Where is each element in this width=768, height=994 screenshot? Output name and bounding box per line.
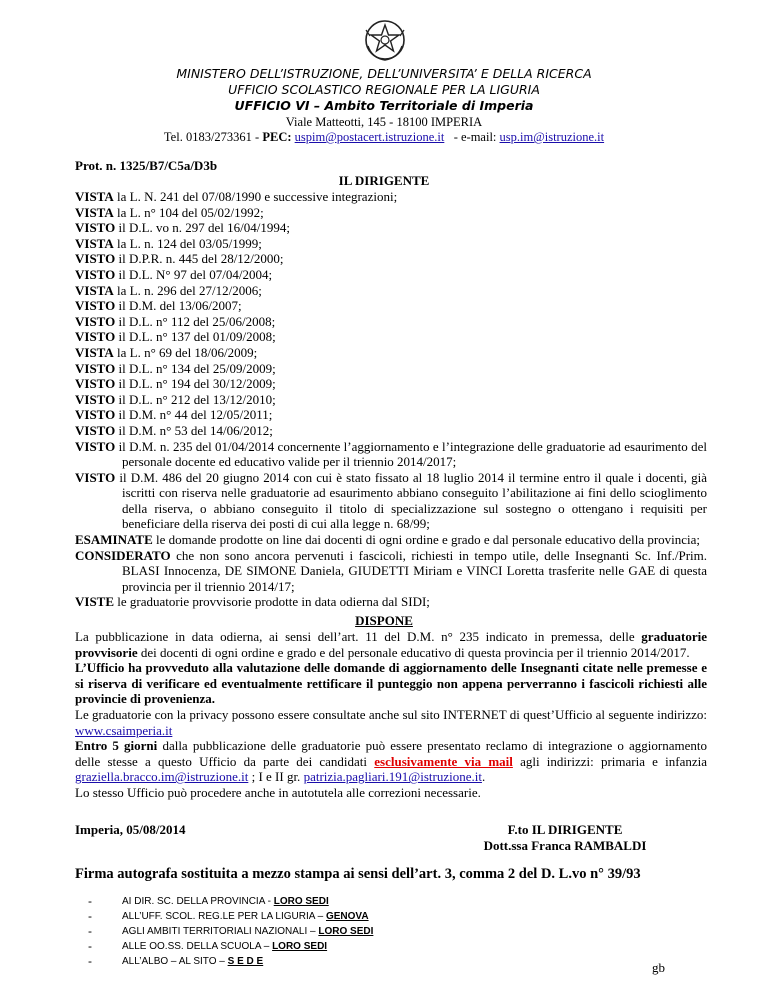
premise-verb: VISTO	[75, 298, 116, 314]
premise-verb: VISTO	[75, 266, 116, 282]
premises-list	[75, 189, 707, 610]
premise-verb: VISTO	[75, 313, 116, 329]
premise-text: il D.L. n° 212 del 13/12/2010;	[118, 391, 276, 407]
distribution-destination: LORO SEDI	[318, 926, 374, 937]
premise-text: il D.M. 486 del 20 giugno 2014 con cui è stato fissato al 18 luglio 2014 il termine entro il quale i docenti, già iscritti con riserva nelle graduatorie ad esaurimento abbiano conseguito l’abilitazione ai fini dello scioglimento della riserva, o abbiano conseguito il titolo di specializzazione sul sostegno o ottengano i requisiti per beneficiare della riserva dei posti di cui alla legge n. 68/99;	[119, 469, 707, 532]
premise-text: il D.L. N° 97 del 07/04/2004;	[118, 266, 273, 282]
premise-text: le graduatorie provvisorie prodotte in data odierna dal SIDI;	[117, 594, 430, 610]
dash-bullet: -	[88, 894, 92, 908]
premise-text: il D.L. n° 194 del 30/12/2009;	[118, 376, 276, 392]
premise-verb: VISTA	[75, 189, 114, 204]
premise-item	[75, 298, 707, 314]
dispone-paragraph-5: Lo stesso Ufficio può procedere anche in autotutela alle correzioni necessarie.	[75, 784, 481, 800]
premise-text: il D.M. n° 44 del 12/05/2011;	[118, 407, 273, 423]
mail-only-notice: esclusivamente via mail	[374, 753, 513, 769]
premise-verb: VISTO	[75, 422, 116, 438]
premise-verb: VISTO	[75, 407, 116, 423]
premise-verb: VISTA	[75, 282, 114, 298]
email-label: - e-mail:	[453, 130, 497, 144]
premise-verb: VISTO	[75, 360, 116, 376]
dispone-paragraph-1: La pubblicazione in data odierna, ai sensi dell’art. 11 del D.M. n° 235 indicato in premessa, delle graduatorie provvisorie dei docenti di ogni ordine e grado e del personale educativo di questa provincia per il triennio 2014/2017.	[75, 629, 708, 660]
premise-text: il D.M. del 13/06/2007;	[118, 298, 242, 314]
initials: gb	[652, 960, 665, 975]
signature-name: Dott.ssa Franca RAMBALDI	[483, 838, 647, 853]
premise-text: la L. n. 124 del 03/05/1999;	[117, 235, 262, 251]
premise-verb: VISTA	[75, 235, 114, 251]
dash-bullet: -	[88, 924, 92, 938]
premise-text: la L. n° 69 del 18/06/2009;	[117, 344, 258, 360]
signature-block	[480, 822, 650, 854]
premise-item	[75, 314, 707, 330]
premise-item	[75, 220, 707, 236]
premise-text: che non sono ancora pervenuti i fascicoli, richiesti in tempo utile, delle Insegnanti Sc. Inf./Prim. BLASI Innocenza, DE SIMONE Daniela, GIUDETTI Miriam e VINCI Loretta trasferite nelle GAE di questa provincia per il triennio 2014/17;	[122, 547, 708, 594]
republic-emblem-icon	[362, 16, 408, 62]
premise-item	[75, 532, 707, 548]
distribution-recipient: ALLE OO.SS. DELLA SCUOLA –	[122, 941, 273, 952]
premise-item	[75, 267, 707, 283]
premise-item	[75, 470, 707, 532]
premise-item	[75, 548, 707, 595]
premise-text: il D.L. vo n. 297 del 16/04/1994;	[118, 220, 291, 236]
dash-bullet: -	[88, 939, 92, 953]
premise-verb: VISTO	[75, 376, 116, 392]
dispone-body	[75, 629, 707, 801]
distribution-item	[88, 894, 648, 909]
premise-verb: VISTO	[75, 469, 116, 485]
premise-text: il D.P.R. n. 445 del 28/12/2000;	[118, 251, 284, 267]
premise-verb: VISTO	[75, 391, 116, 407]
ministry-heading: MINISTERO DELL’ISTRUZIONE, DELL’UNIVERSITA’ E DELLA RICERCA	[176, 66, 592, 81]
telephone: Tel. 0183/273361	[163, 130, 252, 144]
distribution-destination: S E D E	[227, 956, 264, 967]
premise-verb: CONSIDERATO	[75, 547, 171, 563]
premise-text: il D.L. n° 134 del 25/09/2009;	[118, 360, 276, 376]
dispone-paragraph-4: Entro 5 giorni dalla pubblicazione delle graduatorie può essere presentato reclamo di integrazione o aggiornamento delle stesse a questo Ufficio da parte dei candidati esclusivamente via mail agli indirizzi: primaria e infanzia graziella.bracco.im@istruzione.it ; I e II gr. patrizia.pagliari.191@istruzione.it.	[75, 738, 708, 785]
premise-item	[75, 205, 707, 221]
premise-text: il D.L. n° 137 del 01/09/2008;	[118, 329, 276, 345]
dirigente-title: IL DIRIGENTE	[338, 173, 430, 188]
distribution-recipient: ALL’UFF. SCOL. REG.LE PER LA LIGURIA –	[122, 911, 326, 922]
dispone-title: DISPONE	[355, 613, 413, 628]
distribution-item	[88, 909, 648, 924]
pec-email-link[interactable]: uspim@postacert.istruzione.it	[294, 130, 445, 144]
website-link[interactable]: www.csaimperia.it	[75, 722, 173, 738]
premise-text: le domande prodotte on line dai docenti di ogni ordine e grado e dal personale educativo della provincia;	[156, 532, 701, 548]
premise-item	[75, 329, 707, 345]
premise-item	[75, 407, 707, 423]
distribution-list	[88, 894, 648, 969]
premise-item	[75, 345, 707, 361]
premise-item	[75, 376, 707, 392]
email-primary-link[interactable]: graziella.bracco.im@istruzione.it	[75, 769, 249, 785]
dispone-paragraph-2: L’Ufficio ha provveduto alla valutazione delle domande di aggiornamento delle Insegnanti citate nelle premesse e si riserva di verificare ed eventualmente rettificare il punteggio non appena perverranno i fascicoli richiesti alle provincie di provenienza.	[75, 660, 707, 707]
premise-item	[75, 251, 707, 267]
email-link[interactable]: usp.im@istruzione.it	[499, 130, 605, 144]
dash-bullet: -	[88, 909, 92, 923]
signature-title: F.to IL DIRIGENTE	[507, 822, 623, 837]
premise-verb: VISTE	[75, 594, 115, 610]
premise-verb: VISTO	[75, 438, 116, 454]
distribution-destination: LORO SEDI	[272, 941, 328, 952]
regional-office-heading: UFFICIO SCOLASTICO REGIONALE PER LA LIGURIA	[228, 82, 540, 97]
unit-heading: UFFICIO VI – Ambito Territoriale di Imperia	[234, 98, 534, 113]
premise-item	[75, 189, 707, 205]
premise-item	[75, 439, 707, 470]
premise-item	[75, 594, 707, 610]
distribution-destination: LORO SEDI	[273, 896, 329, 907]
premise-verb: VISTA	[75, 344, 114, 360]
distribution-item	[88, 924, 648, 939]
distribution-destination: GENOVA	[325, 911, 369, 922]
premise-item	[75, 361, 707, 377]
distribution-recipient: AI DIR. SC. DELLA PROVINCIA -	[122, 896, 274, 907]
distribution-item	[88, 939, 648, 954]
email-secondary-link[interactable]: patrizia.pagliari.191@istruzione.it	[303, 769, 482, 785]
office-address: Viale Matteotti, 145 - 18100 IMPERIA	[285, 115, 483, 129]
place-date: Imperia, 05/08/2014	[75, 822, 186, 837]
premise-text: la L. N. 241 del 07/08/1990 e successive integrazioni;	[117, 189, 398, 204]
dispone-paragraph-3: Le graduatorie con la privacy possono essere consultate anche sul sito INTERNET di quest’Ufficio al seguente indirizzo: www.csaimperia.it	[75, 706, 707, 738]
premise-text: il D.L. n° 112 del 25/06/2008;	[118, 313, 276, 329]
distribution-recipient: ALL’ALBO – AL SITO –	[122, 956, 228, 967]
signature-note: Firma autografa sostituita a mezzo stampa ai sensi dell’art. 3, comma 2 del D. L.vo n° 39/93	[75, 866, 641, 882]
dash-bullet: -	[88, 954, 92, 968]
premise-text: la L. n. 296 del 27/12/2006;	[117, 282, 262, 298]
premise-verb: VISTO	[75, 220, 116, 236]
premise-item	[75, 423, 707, 439]
distribution-item	[88, 954, 648, 969]
distribution-recipient: AGLI AMBITI TERRITORIALI NAZIONALI –	[122, 926, 319, 937]
premise-item	[75, 283, 707, 299]
pec-label: PEC:	[262, 130, 292, 144]
premise-text: il D.M. n° 53 del 14/06/2012;	[118, 422, 273, 438]
premise-text: la L. n° 104 del 05/02/1992;	[117, 204, 264, 220]
premise-text: il D.M. n. 235 del 01/04/2014 concernente l’aggiornamento e l’integrazione delle graduatorie ad esaurimento del personale docente ed educativo valide per il triennio 2014/2017;	[118, 438, 707, 470]
premise-verb: VISTA	[75, 204, 114, 220]
premise-verb: ESAMINATE	[75, 532, 153, 548]
premise-verb: VISTO	[75, 251, 116, 267]
contact-line: Tel. 0183/273361 - PEC: uspim@postacert.istruzione.it - e-mail: usp.im@istruzione.it	[163, 130, 605, 144]
protocol-number: Prot. n. 1325/B7/C5a/D3b	[75, 158, 218, 173]
premise-item	[75, 236, 707, 252]
premise-item	[75, 392, 707, 408]
premise-verb: VISTO	[75, 329, 116, 345]
